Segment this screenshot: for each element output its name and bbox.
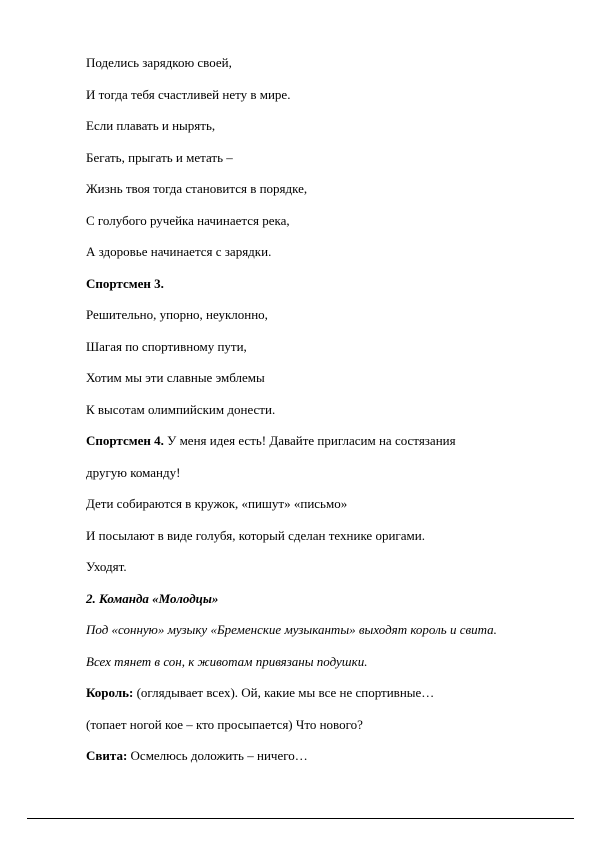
verse-text: Бегать, прыгать и метать – <box>86 149 233 165</box>
verse-line <box>86 87 576 103</box>
speaker-line <box>86 685 576 701</box>
verse-line <box>86 118 576 134</box>
verse-text: К высотам олимпийским донести. <box>86 401 276 417</box>
narration-line <box>86 528 576 544</box>
verse-text: А здоровье начинается с зарядки. <box>86 244 272 259</box>
stage-direction <box>86 622 576 638</box>
speech-text: (оглядывает всех). Ой, какие мы все не спортивные… <box>133 685 435 700</box>
verse-text: Поделись зарядкою своей, <box>86 55 232 70</box>
verse-line <box>86 181 576 197</box>
narration-text: И посылают в виде голубя, который сделан технике оригами. <box>86 527 425 543</box>
verse-text: С голубого ручейка начинается река, <box>86 212 290 228</box>
verse-line <box>86 307 576 323</box>
speech-text: (топает ногой кое – кто просыпается) Что нового? <box>86 716 363 732</box>
narration-line <box>86 559 576 575</box>
speaker-line <box>86 276 576 292</box>
speaker-name: Спортсмен 3. <box>86 275 164 291</box>
verse-text: Шагая по спортивному пути, <box>86 338 247 354</box>
verse-text: И тогда тебя счастливей нету в мире. <box>86 86 291 102</box>
verse-text: Жизнь твоя тогда становится в порядке, <box>86 181 308 196</box>
verse-line <box>86 55 576 71</box>
speech-line <box>86 717 576 733</box>
verse-line <box>86 150 576 166</box>
document-body <box>86 55 576 780</box>
speech-line <box>86 465 576 481</box>
section-heading <box>86 591 576 607</box>
speech-text: Осмелюсь доложить – ничего… <box>127 748 308 763</box>
speech-text: У меня идея есть! Давайте пригласим на состязания <box>163 433 456 448</box>
verse-line <box>86 244 576 260</box>
section-heading-text: 2. Команда «Молодцы» <box>86 590 219 606</box>
speech-text: другую команду! <box>86 464 181 480</box>
verse-line <box>86 213 576 229</box>
verse-text: Если плавать и нырять, <box>86 118 216 133</box>
verse-text: Решительно, упорно, неуклонно, <box>86 307 268 322</box>
stage-direction-text: Под «сонную» музыку «Бременские музыканты» выходят король и свита. <box>86 622 497 637</box>
narration-text: Дети собираются в кружок, «пишут» «письмо» <box>86 496 348 511</box>
narration-line <box>86 496 576 512</box>
speaker-line <box>86 748 576 764</box>
verse-line <box>86 370 576 386</box>
speaker-name: Спортсмен 4. <box>86 433 164 448</box>
speaker-name: Свита: <box>86 748 128 763</box>
speaker-name: Король: <box>86 685 134 700</box>
verse-line <box>86 402 576 418</box>
stage-direction-text: Всех тянет в сон, к животам привязаны подушки. <box>86 653 368 669</box>
stage-direction <box>86 654 576 670</box>
narration-text: Уходят. <box>86 559 127 574</box>
speaker-line <box>86 433 576 449</box>
verse-line <box>86 339 576 355</box>
footer-divider <box>27 818 574 819</box>
verse-text: Хотим мы эти славные эмблемы <box>86 370 265 385</box>
